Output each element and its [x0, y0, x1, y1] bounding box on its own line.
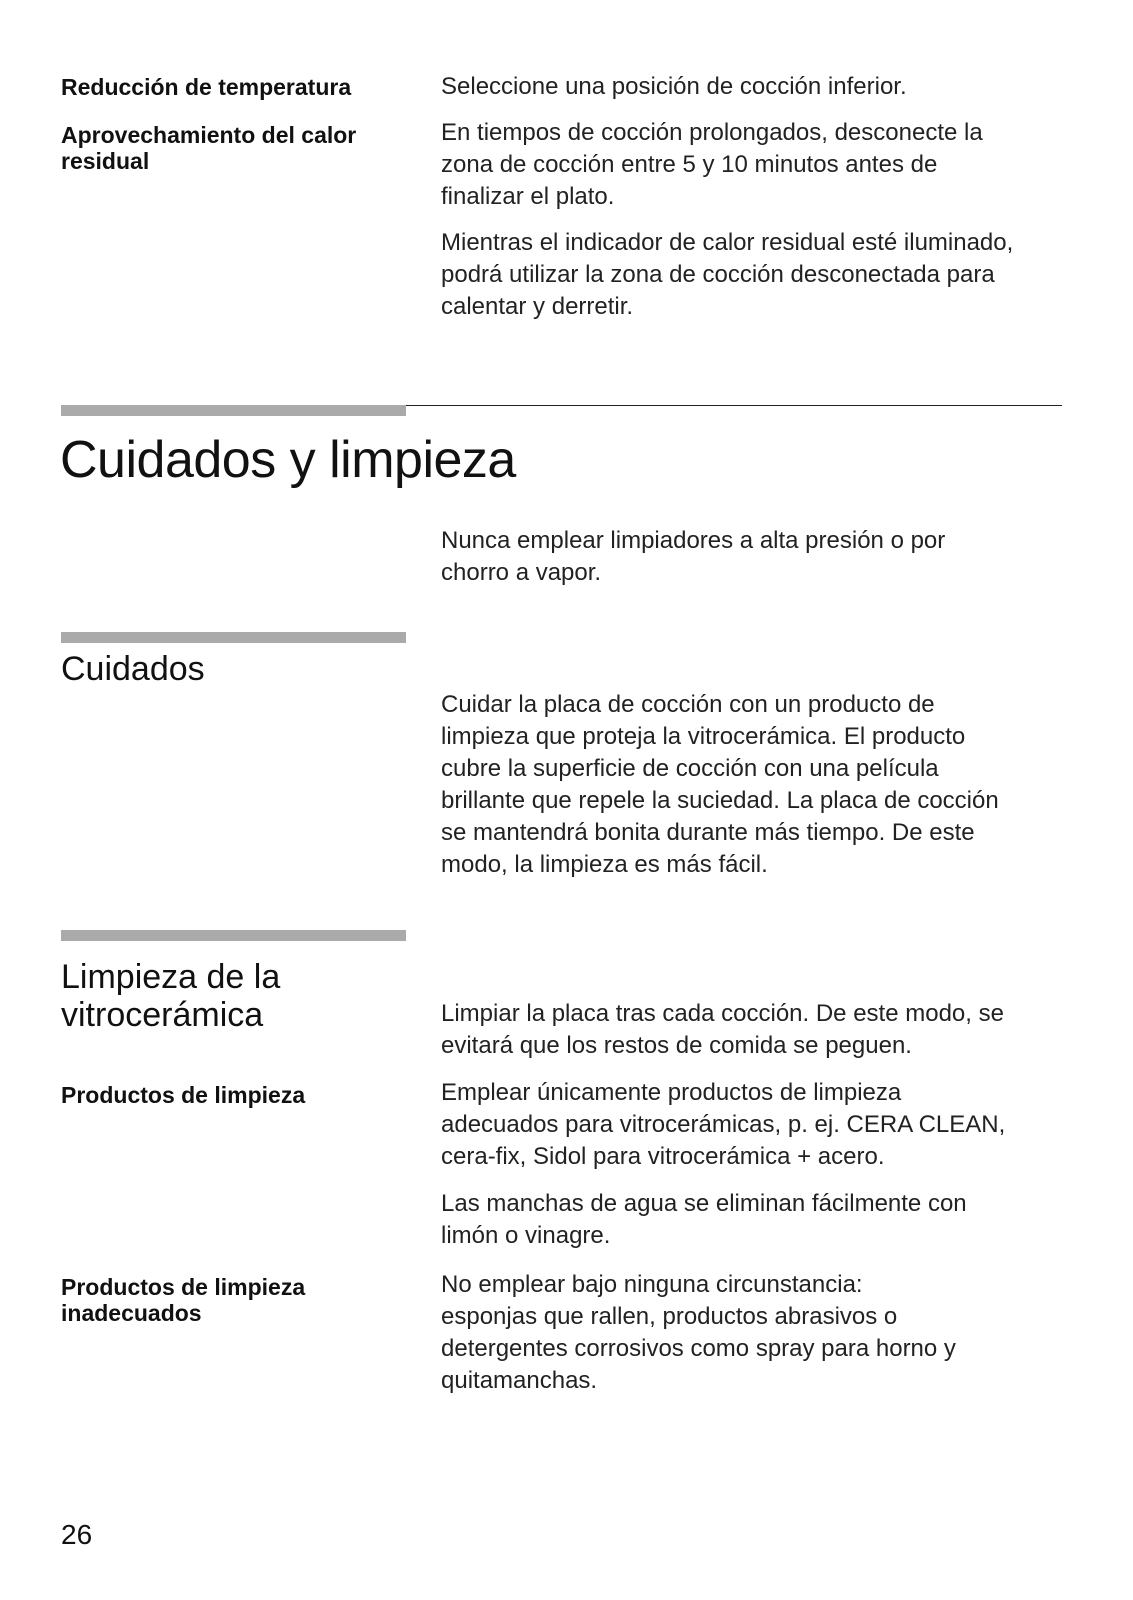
cuidados-bar [61, 632, 406, 643]
text-line: chorro a vapor. [441, 559, 602, 586]
limpieza-bar [61, 930, 406, 941]
label-productos-limpieza: Productos de limpieza [61, 1082, 306, 1108]
text-line: Limpiar la placa tras cada cocción. De este modo, se [441, 1000, 1004, 1027]
heading-cuidados: Cuidados [61, 650, 205, 688]
text-line: En tiempos de cocción prolongados, desconecte la [441, 119, 983, 146]
text-line: Nunca emplear limpiadores a alta presión o por [441, 527, 946, 554]
label-reduccion-temperatura: Reducción de temperatura [61, 74, 352, 100]
paragraph-limpiadores-presion [441, 525, 1081, 589]
label-line: Aprovechamiento del calor [61, 122, 357, 148]
text-reduccion-temperatura: Seleccione una posición de cocción inferior. [441, 73, 907, 100]
label-line: inadecuados [61, 1300, 202, 1326]
text-line: detergentes corrosivos como spray para horno y [441, 1335, 956, 1362]
heading-line: Limpieza de la [61, 958, 281, 996]
text-line: Emplear únicamente productos de limpieza [441, 1079, 902, 1106]
text-line: limpieza que proteja la vitrocerámica. El producto [441, 723, 966, 750]
paragraph-no-emplear [441, 1269, 1081, 1397]
text-line: se mantendrá bonita durante más tiempo. De este [441, 819, 975, 846]
page-number: 26 [61, 1519, 93, 1550]
label-line: Productos de limpieza [61, 1274, 306, 1300]
text-line: modo, la limpieza es más fácil. [441, 851, 768, 878]
paragraph-indicador-calor [441, 227, 1081, 323]
text-line: Las manchas de agua se eliminan fácilmente con [441, 1190, 967, 1217]
page-title: Cuidados y limpieza [60, 431, 516, 489]
text-line: esponjas que rallen, productos abrasivos o [441, 1303, 898, 1330]
section-bar [61, 405, 406, 416]
text-line: calentar y derretir. [441, 293, 634, 320]
text-line: evitará que los restos de comida se peguen. [441, 1032, 912, 1059]
text-line: cubre la superficie de cocción con una película [441, 755, 939, 782]
text-line: adecuados para vitrocerámicas, p. ej. CERA CLEAN, [441, 1111, 1006, 1138]
text-line: brillante que repele la suciedad. La placa de cocción [441, 787, 999, 814]
text-line: zona de cocción entre 5 y 10 minutos antes de [441, 151, 938, 178]
section-rule [406, 405, 1062, 406]
label-aprovechamiento-calor [61, 122, 401, 174]
paragraph-limpiar-placa [441, 998, 1081, 1062]
heading-limpieza-vitroceramica [61, 958, 406, 1034]
text-line: cera-fix, Sidol para vitrocerámica + acero. [441, 1143, 885, 1170]
heading-line: vitrocerámica [61, 996, 264, 1034]
label-line: residual [61, 148, 150, 174]
text-line: quitamanchas. [441, 1367, 598, 1394]
label-productos-inadecuados [61, 1274, 401, 1326]
text-line: finalizar el plato. [441, 183, 615, 210]
text-line: Mientras el indicador de calor residual esté iluminado, [441, 229, 1014, 256]
text-line: Cuidar la placa de cocción con un producto de [441, 691, 935, 718]
paragraph-manchas-agua [441, 1188, 1081, 1252]
text-line: limón o vinagre. [441, 1222, 611, 1249]
paragraph-productos-adecuados [441, 1077, 1081, 1173]
paragraph-tiempos-coccion [441, 117, 1081, 213]
text-line: podrá utilizar la zona de cocción desconectada para [441, 261, 995, 288]
paragraph-cuidados [441, 689, 1081, 881]
text-line: No emplear bajo ninguna circunstancia: [441, 1271, 863, 1298]
